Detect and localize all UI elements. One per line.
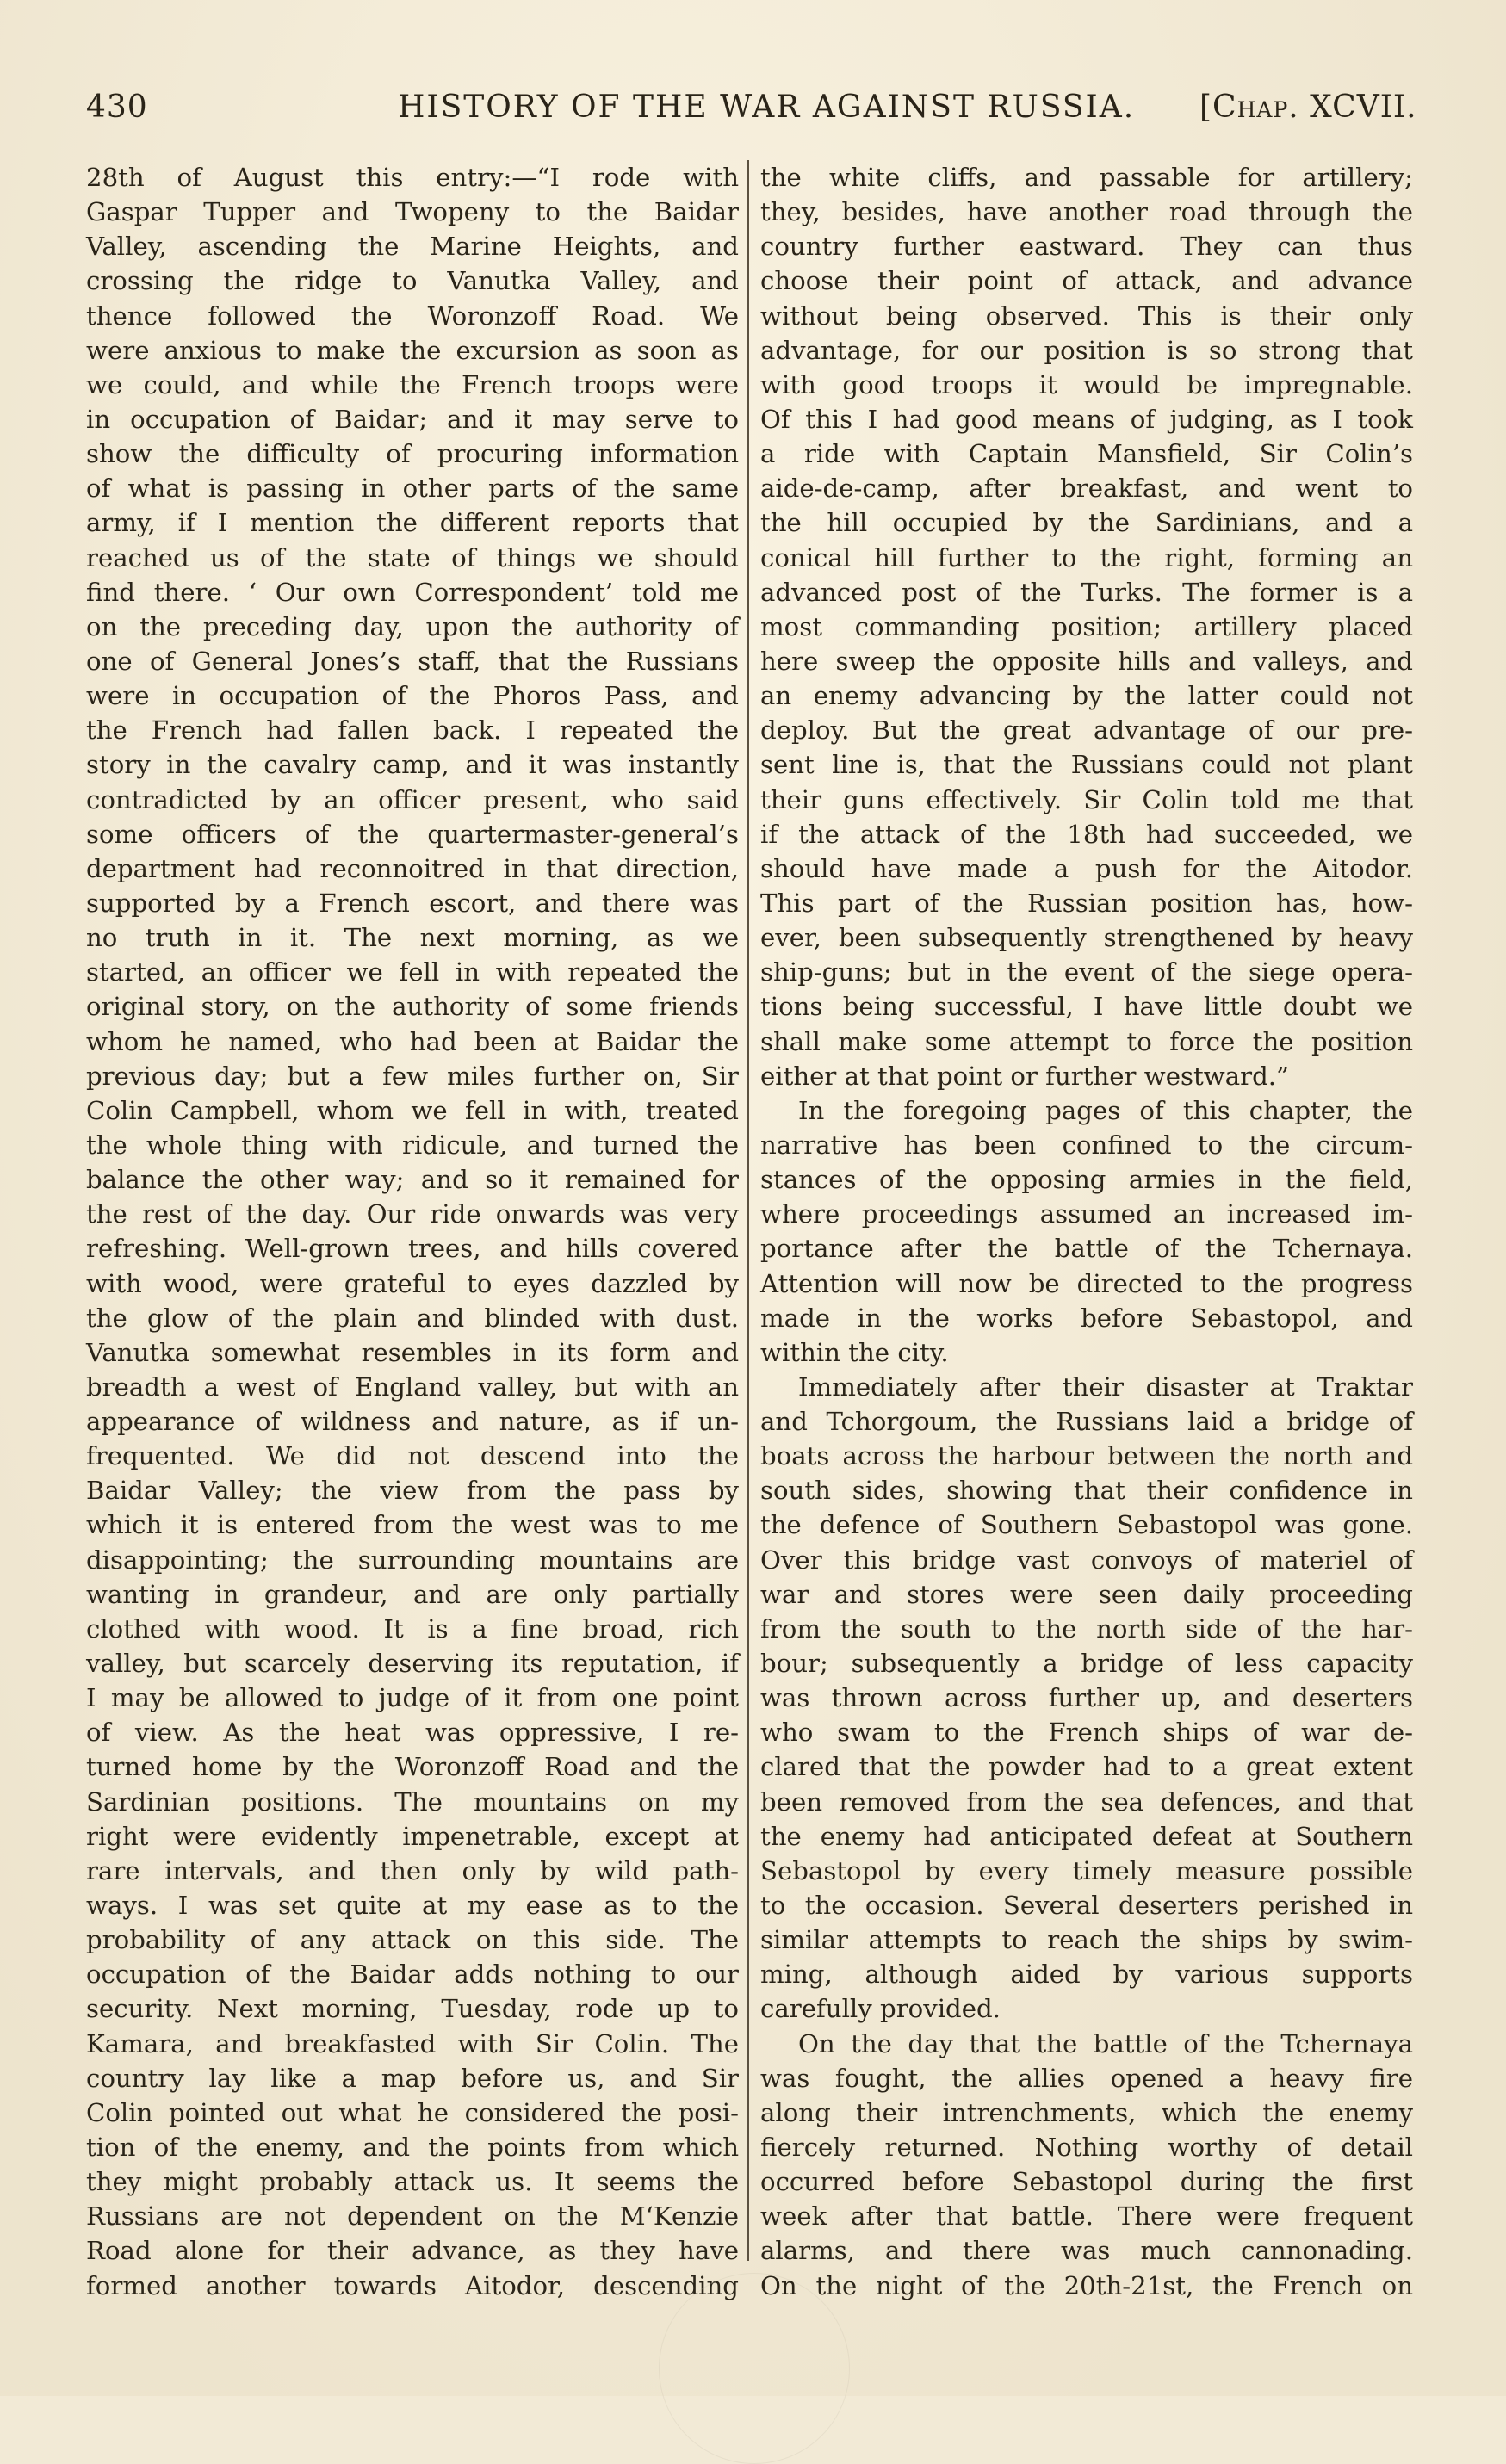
text-line: aide-de-camp, after breakfast, and went to [760, 474, 1413, 504]
text-line: security. Next morning, Tuesday, rode up to [86, 1994, 739, 2024]
text-line: the whole thing with ridicule, and turned the [86, 1130, 739, 1160]
text-line: right were evidently impenetrable, except at [86, 1821, 739, 1851]
text-line: the glow of the plain and blinded with dust. [86, 1303, 739, 1333]
text-line: choose their point of attack, and advance [760, 266, 1413, 296]
text-line: country further eastward. They can thus [760, 232, 1413, 262]
text-line: rare intervals, and then only by wild path- [86, 1855, 739, 1885]
text-line: was thrown across further up, and deserters [760, 1683, 1413, 1713]
text-line: within the city. [760, 1337, 949, 1367]
text-line: fiercely returned. Nothing worthy of detail [760, 2133, 1413, 2163]
text-line: frequented. We did not descend into the [86, 1441, 739, 1471]
text-line: an enemy advancing by the latter could not [760, 681, 1413, 711]
text-line: portance after the battle of the Tchernaya. [760, 1234, 1413, 1264]
text-line: alarms, and there was much cannonading. [760, 2236, 1413, 2266]
text-line: occurred before Sebastopol during the first [760, 2167, 1413, 2197]
text-line: the rest of the day. Our ride onwards was very [86, 1199, 739, 1229]
text-line: clothed with wood. It is a fine broad, rich [86, 1613, 739, 1644]
running-title: HISTORY OF THE WAR AGAINST RUSSIA. [398, 90, 1136, 125]
text-line: south sides, showing that their confidence in [760, 1476, 1413, 1506]
text-line: the white cliffs, and passable for artillery; [760, 163, 1413, 192]
text-line: thence followed the Woronzoff Road. We [86, 300, 739, 331]
text-line: which it is entered from the west was to me [86, 1510, 739, 1540]
text-line: Valley, ascending the Marine Heights, and [86, 232, 739, 262]
right-column [760, 160, 1413, 2303]
text-line: ship-guns; but in the event of the siege opera- [760, 957, 1413, 987]
text-line: the enemy had anticipated defeat at Southern [760, 1821, 1413, 1851]
text-line: with wood, were grateful to eyes dazzled by [86, 1268, 739, 1298]
text-line: deploy. But the great advantage of our pre- [760, 715, 1413, 746]
text-line: Colin Campbell, whom we fell in with, treated [86, 1095, 739, 1125]
library-stamp-mark [659, 2273, 850, 2464]
text-line: Sebastopol by every timely measure possible [760, 1855, 1413, 1885]
text-line: Baidar Valley; the view from the pass by [86, 1476, 739, 1506]
text-line: the defence of Southern Sebastopol was gone. [760, 1510, 1413, 1540]
text-line: In the foregoing pages of this chapter, the [798, 1095, 1413, 1125]
text-line: advanced post of the Turks. The former is a [760, 577, 1413, 607]
text-line: refreshing. Well-grown trees, and hills covered [86, 1234, 739, 1264]
text-line: Colin pointed out what he considered the posi- [86, 2097, 739, 2127]
text-line: week after that battle. There were frequent [760, 2201, 1413, 2232]
text-line: previous day; but a few miles further on, Sir [86, 1061, 739, 1091]
text-line: Russians are not dependent on the M‘Kenzie [86, 2201, 739, 2232]
text-line: ming, although aided by various supports [760, 1959, 1413, 1990]
left-column [86, 160, 739, 2303]
text-line: whom he named, who had been at Baidar the [86, 1026, 739, 1056]
text-line: On the day that the battle of the Tchernaya [798, 2028, 1413, 2058]
text-line: country lay like a map before us, and Sir [86, 2063, 739, 2093]
page-header [86, 79, 1447, 131]
text-line: made in the works before Sebastopol, and [760, 1303, 1413, 1333]
text-line: show the difficulty of procuring information [86, 439, 739, 469]
text-line: Vanutka somewhat resembles in its form and [86, 1337, 739, 1367]
text-line: supported by a French escort, and there was [86, 888, 739, 918]
text-line: they might probably attack us. It seems the [86, 2167, 739, 2197]
text-line: one of General Jones’s staff, that the Russians [86, 646, 739, 676]
text-line: Over this bridge vast convoys of materiel of [760, 1545, 1413, 1575]
text-line: some officers of the quartermaster-general’s [86, 819, 739, 849]
text-line: formed another towards Aitodor, descending [86, 2270, 739, 2300]
text-line: the French had fallen back. I repeated the [86, 715, 739, 746]
text-line: ways. I was set quite at my ease as to the [86, 1891, 739, 1921]
text-line: with good troops it would be impregnable. [760, 369, 1413, 399]
text-line: original story, on the authority of some friends [86, 992, 739, 1022]
text-line: shall make some attempt to force the position [760, 1026, 1413, 1056]
text-line: they, besides, have another road through the [760, 197, 1413, 227]
text-line: Of this I had good means of judging, as I took [760, 404, 1413, 434]
text-line: breadth a west of England valley, but with an [86, 1371, 739, 1402]
text-line: Sardinian positions. The mountains on my [86, 1786, 739, 1817]
page-number: 430 [86, 90, 148, 125]
text-line: along their intrenchments, which the enemy [760, 2097, 1413, 2127]
text-line: to the occasion. Several deserters perished in [760, 1891, 1413, 1921]
text-line: should have made a push for the Aitodor. [760, 853, 1413, 883]
text-line: were in occupation of the Phoros Pass, and [86, 681, 739, 711]
text-line: disappointing; the surrounding mountains are [86, 1545, 739, 1575]
text-line: bour; subsequently a bridge of less capacity [760, 1649, 1413, 1679]
text-line: started, an officer we fell in with repeated the [86, 957, 739, 987]
text-line: contradicted by an officer present, who said [86, 784, 739, 814]
text-line: balance the other way; and so it remained for [86, 1165, 739, 1195]
text-line: the hill occupied by the Sardinians, and a [760, 508, 1413, 538]
text-line: On the night of the 20th-21st, the French on [760, 2270, 1413, 2300]
text-line: if the attack of the 18th had succeeded, we [760, 819, 1413, 849]
text-line: advantage, for our position is so strong that [760, 335, 1413, 365]
text-line: army, if I mention the different reports that [86, 508, 739, 538]
text-line: from the south to the north side of the har- [760, 1613, 1413, 1644]
text-line: war and stores were seen daily proceeding [760, 1579, 1413, 1609]
text-line: similar attempts to reach the ships by swim- [760, 1925, 1413, 1955]
text-line: department had reconnoitred in that direction, [86, 853, 739, 883]
text-line: been removed from the sea defences, and that [760, 1786, 1413, 1817]
text-line: valley, but scarcely deserving its reputation, if [86, 1649, 739, 1679]
text-line: and Tchorgoum, the Russians laid a bridge of [760, 1407, 1413, 1437]
text-line: in occupation of Baidar; and it may serve to [86, 404, 739, 434]
text-line: Gaspar Tupper and Twopeny to the Baidar [86, 197, 739, 227]
text-line: boats across the harbour between the north and [760, 1441, 1413, 1471]
text-line: clared that the powder had to a great extent [760, 1752, 1413, 1782]
text-line: appearance of wildness and nature, as if un- [86, 1407, 739, 1437]
text-line: who swam to the French ships of war de- [760, 1718, 1413, 1748]
text-line: sent line is, that the Russians could not plant [760, 750, 1413, 780]
text-line: tions being successful, I have little doubt we [760, 992, 1413, 1022]
text-line: Attention will now be directed to the progress [760, 1268, 1413, 1298]
text-line: carefully provided. [760, 1994, 1001, 2024]
text-line: were anxious to make the excursion as soon as [86, 335, 739, 365]
text-line: without being observed. This is their only [760, 300, 1413, 331]
text-line: This part of the Russian position has, how- [760, 888, 1413, 918]
text-line: of view. As the heat was oppressive, I re- [86, 1718, 739, 1748]
column-divider [747, 160, 749, 2261]
text-line: turned home by the Woronzoff Road and the [86, 1752, 739, 1782]
text-line: occupation of the Baidar adds nothing to our [86, 1959, 739, 1990]
text-line: most commanding position; artillery placed [760, 611, 1413, 641]
text-line: crossing the ridge to Vanutka Valley, and [86, 266, 739, 296]
text-line: we could, and while the French troops were [86, 369, 739, 399]
text-line: conical hill further to the right, forming an [760, 542, 1413, 573]
text-line: where proceedings assumed an increased im- [760, 1199, 1413, 1229]
text-line: 28th of August this entry:—“I rode with [86, 163, 739, 192]
text-line: narrative has been confined to the circum- [760, 1130, 1413, 1160]
text-line: stances of the opposing armies in the field, [760, 1165, 1413, 1195]
text-line: Road alone for their advance, as they have [86, 2236, 739, 2266]
text-line: Immediately after their disaster at Traktar [798, 1371, 1413, 1402]
chapter-label: [Chap. XCVII. [1199, 90, 1417, 125]
text-line: their guns effectively. Sir Colin told me that [760, 784, 1413, 814]
text-line: on the preceding day, upon the authority of [86, 611, 739, 641]
text-line: ever, been subsequently strengthened by heavy [760, 923, 1413, 953]
text-line: of what is passing in other parts of the same [86, 474, 739, 504]
text-line: probability of any attack on this side. The [86, 1925, 739, 1955]
text-line: wanting in grandeur, and are only partially [86, 1579, 739, 1609]
text-line: reached us of the state of things we should [86, 542, 739, 573]
text-line: either at that point or further westward.” [760, 1061, 1289, 1091]
text-line: I may be allowed to judge of it from one point [86, 1683, 739, 1713]
text-line: Kamara, and breakfasted with Sir Colin. The [86, 2028, 739, 2058]
text-line: find there. ‘ Our own Correspondent’ told me [86, 577, 739, 607]
text-line: tion of the enemy, and the points from which [86, 2133, 739, 2163]
text-line: a ride with Captain Mansfield, Sir Colin’s [760, 439, 1413, 469]
text-line: was fought, the allies opened a heavy fire [760, 2063, 1413, 2093]
text-line: story in the cavalry camp, and it was instantly [86, 750, 739, 780]
text-line: no truth in it. The next morning, as we [86, 923, 739, 953]
text-line: here sweep the opposite hills and valleys, and [760, 646, 1413, 676]
